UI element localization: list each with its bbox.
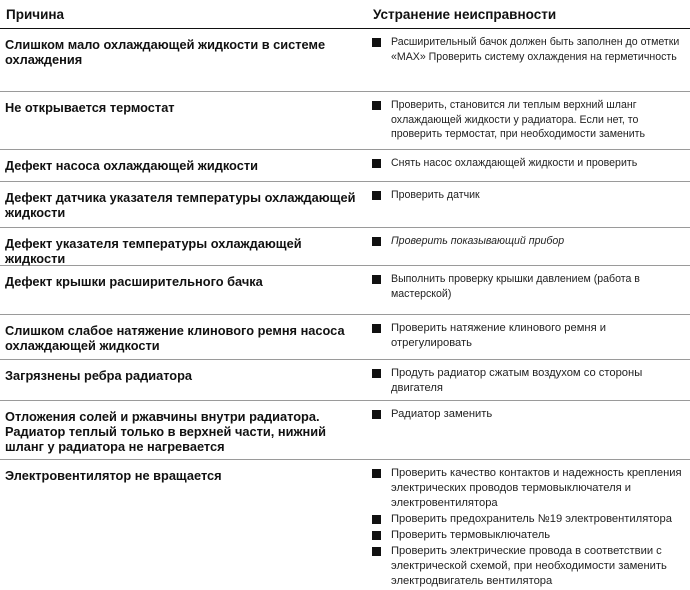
header-cause: Причина bbox=[6, 7, 65, 22]
fix-item: Продуть радиатор сжатым воздухом со стороны двигателя bbox=[369, 366, 687, 396]
fix-item: Проверить термовыключатель bbox=[369, 528, 687, 543]
header-fix: Устранение неисправности bbox=[373, 7, 557, 22]
bullet-square-icon bbox=[372, 531, 381, 540]
table-row bbox=[0, 182, 690, 228]
cause-text: Дефект крышки расширительного бачка bbox=[5, 274, 263, 289]
fix-list bbox=[369, 321, 687, 352]
table-row bbox=[0, 266, 690, 315]
table-row bbox=[0, 401, 690, 460]
fix-list bbox=[369, 407, 687, 423]
fix-item: Проверить электрические провода в соответствии с электрической схемой, при необходимости заменить электродвигатель вентилятора bbox=[369, 544, 687, 589]
fix-list bbox=[369, 35, 687, 65]
fix-item: Проверить предохранитель №19 электровентилятора bbox=[369, 512, 687, 527]
bullet-square-icon bbox=[372, 324, 381, 333]
fix-item: Выполнить проверку крышки давлением (работа в мастерской) bbox=[369, 272, 687, 301]
bullet-square-icon bbox=[372, 101, 381, 110]
table-row bbox=[0, 460, 690, 590]
cause-text: Слишком слабое натяжение клинового ремня насоса охлаждающей жидкости bbox=[5, 323, 345, 353]
fix-item: Проверить показывающий прибор bbox=[369, 234, 687, 249]
fix-item: Проверить качество контактов и надежность крепления электрических проводов термовыключателя и электровентилятора bbox=[369, 466, 687, 511]
cause-text: Загрязнены ребра радиатора bbox=[5, 368, 193, 383]
cause-text: Дефект насоса охлаждающей жидкости bbox=[5, 158, 258, 173]
cause-text: Электровентилятор не вращается bbox=[5, 468, 222, 483]
cause-text: Дефект указателя температуры охлаждающей жидкости bbox=[5, 236, 302, 266]
cause-text: Не открывается термостат bbox=[5, 100, 175, 115]
fix-item: Проверить датчик bbox=[369, 188, 687, 203]
bullet-square-icon bbox=[372, 191, 381, 200]
table-row bbox=[0, 315, 690, 360]
fix-item: Проверить, становится ли теплым верхний шланг охлаждающей жидкости у радиатора. Если нет, то проверить термостат, при необходимости заменить bbox=[369, 98, 687, 142]
bullet-square-icon bbox=[372, 410, 381, 419]
fix-list bbox=[369, 272, 687, 302]
bullet-square-icon bbox=[372, 515, 381, 524]
fix-list bbox=[369, 98, 687, 143]
bullet-square-icon bbox=[372, 38, 381, 47]
cause-text: Отложения солей и ржавчины внутри радиатора. Радиатор теплый только в верхней части, нижний шланг у радиатора не нагревается bbox=[5, 409, 326, 454]
table-row bbox=[0, 360, 690, 401]
fix-item: Радиатор заменить bbox=[369, 407, 687, 422]
bullet-square-icon bbox=[372, 547, 381, 556]
table-row bbox=[0, 150, 690, 182]
bullet-square-icon bbox=[372, 369, 381, 378]
fix-list bbox=[369, 466, 687, 590]
table-row bbox=[0, 92, 690, 150]
fix-list bbox=[369, 188, 687, 204]
fix-item: Снять насос охлаждающей жидкости и проверить bbox=[369, 156, 687, 171]
cause-text: Слишком мало охлаждающей жидкости в системе охлаждения bbox=[5, 37, 326, 67]
fix-list bbox=[369, 156, 687, 172]
fix-list bbox=[369, 234, 687, 250]
bullet-square-icon bbox=[372, 469, 381, 478]
table-row bbox=[0, 228, 690, 266]
bullet-square-icon bbox=[372, 237, 381, 246]
bullet-square-icon bbox=[372, 275, 381, 284]
cause-text: Дефект датчика указателя температуры охлаждающей жидкости bbox=[5, 190, 356, 220]
fix-item: Проверить натяжение клинового ремня и отрегулировать bbox=[369, 321, 687, 351]
table-header bbox=[0, 0, 690, 29]
fix-list bbox=[369, 366, 687, 397]
table-row bbox=[0, 29, 690, 92]
fix-item: Расширительный бачок должен быть заполнен до отметки «MAX» Проверить систему охлаждения на герметичность bbox=[369, 35, 687, 64]
bullet-square-icon bbox=[372, 159, 381, 168]
